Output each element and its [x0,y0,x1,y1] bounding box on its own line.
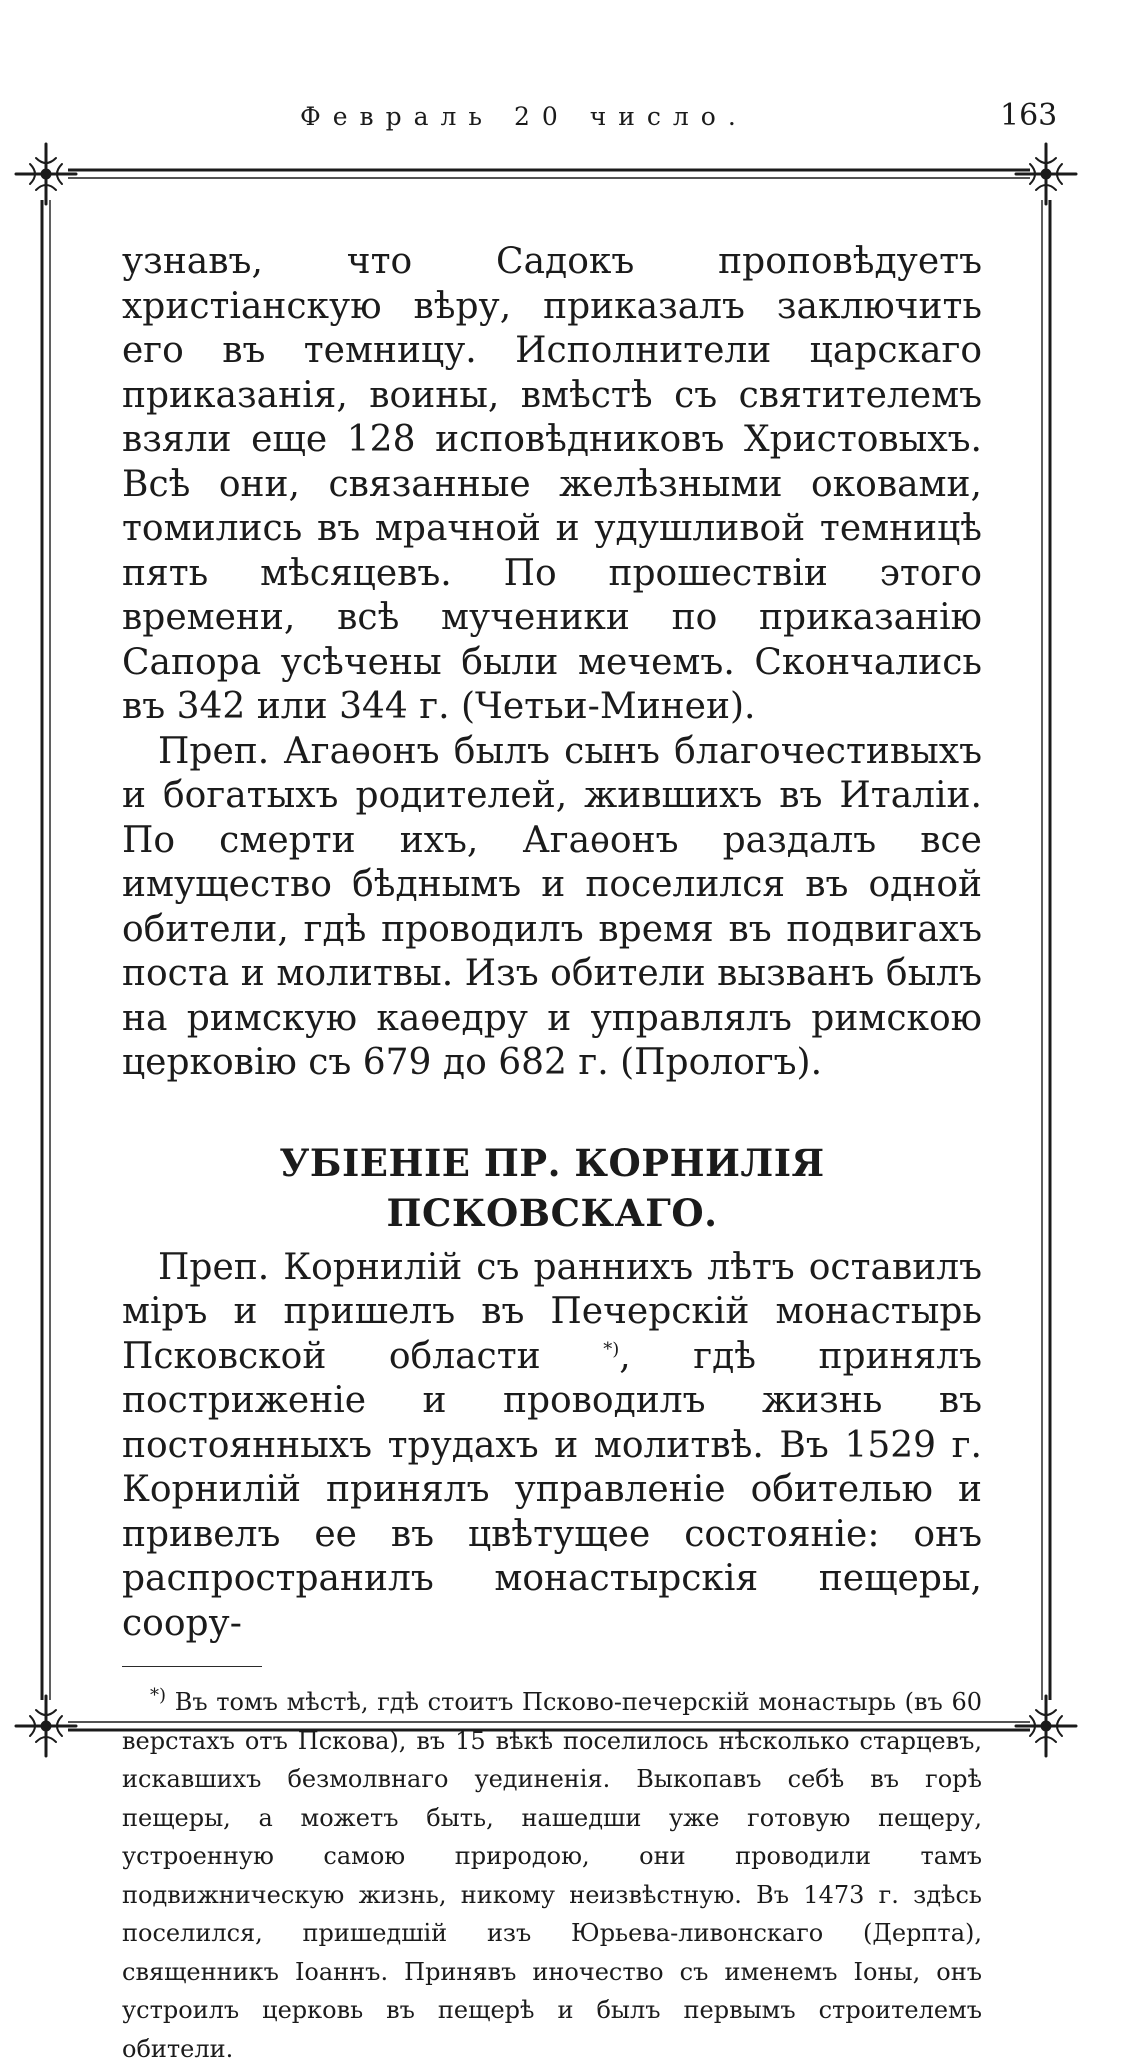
running-header: Февраль 20 число. [300,102,748,131]
left-border-rule [42,200,50,1700]
page-number: 163 [1000,98,1058,133]
paragraph-sadok: узнавъ, что Садокъ проповѣдуетъ христіанскую вѣру, приказалъ заключить его въ темницу. Исполнители царскаго приказанія, воины, вмѣстѣ съ святителемъ взяли еще 128 исповѣдниковъ Христовыхъ. Всѣ они, связанные желѣзными оковами, томились въ мрачной и удушливой темницѣ пять мѣсяцевъ. По прошествіи этого времени, всѣ мученики по приказанію Сапора усѣчены были мечемъ. Скончались въ 342 или 344 г. (Четьи-Минеи). [122,241,982,727]
right-border-rule [1042,200,1050,1700]
footnote-divider [122,1666,262,1667]
footnote-reference: *) [603,1338,620,1360]
top-border-rule [68,170,1030,178]
paragraph-kornily [122,1246,982,1647]
footnote-mark: *) [150,1685,167,1706]
ornamental-cross-icon [16,1696,76,1756]
ornamental-cross-icon [1016,144,1076,204]
main-text [122,240,982,2068]
ornamental-cross-icon [1016,1696,1076,1756]
ornamental-cross-icon [16,144,76,204]
paragraph-kornily-text: Преп. Корнилій съ раннихъ лѣтъ оставилъ міръ и пришелъ въ Печерскій монастырь Псковской области [122,1246,982,1377]
paragraph-agathon: Преп. Агаѳонъ былъ сынъ благочестивыхъ и богатыхъ родителей, жившихъ въ Италіи. По смерти ихъ, Агаѳонъ раздалъ все имущество бѣднымъ и поселился въ одной обители, гдѣ проводилъ время въ подвигахъ поста и молитвы. Изъ обители вызванъ былъ на римскую каѳедру и управлялъ римскою церковію съ 679 до 682 г. (Прологъ). [122,730,982,1083]
footnote-text: Въ томъ мѣстѣ, гдѣ стоитъ Псково-печерскій монастырь (въ 60 верстахъ отъ Пскова), въ 15 вѣкѣ поселилось нѣсколько старцевъ, искавшихъ безмолвнаго уединенія. Выкопавъ себѣ въ горѣ пещеры, а можетъ быть, нашедши уже готовую пещеру, устроенную самою природою, они проводили тамъ подвижническую жизнь, никому неизвѣстную. Въ 1473 г. здѣсь поселился, пришедшій изъ Юрьева-ливонскаго (Дерпта), священникъ Іоаннъ. Принявъ иночество съ именемъ Іоны, онъ устроилъ церковь въ пещерѣ и былъ первымъ строителемъ обители. [122,1688,982,2063]
footnote [122,1683,982,2068]
section-heading: УБІЕНІЕ ПР. КОРНИЛІЯ ПСКОВСКАГО. [279,1140,825,1235]
paragraph-kornily-continuation: , гдѣ принялъ постриженіе и проводилъ жизнь въ постоянныхъ трудахъ и молитвѣ. Въ 1529 г. Корнилій принялъ управленіе обителью и привелъ ее въ цвѣтущее состояніе: онъ распространилъ монастырскія пещеры, cooру- [122,1335,983,1644]
